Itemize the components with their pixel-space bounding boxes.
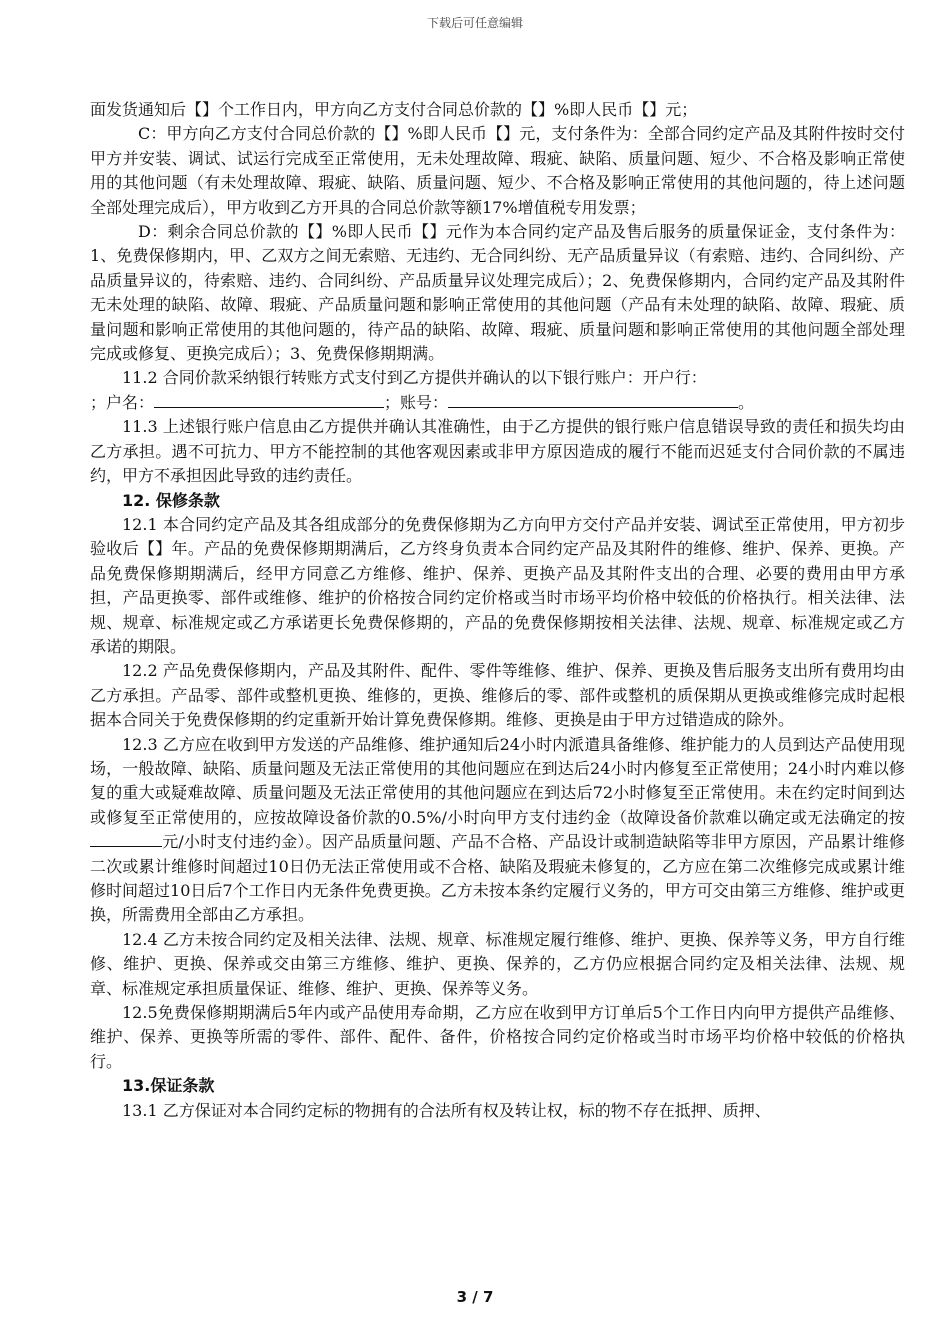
warranty-12-3-part2: 元/小时支付违约金）。因产品质量问题、产品不合格、产品设计或制造缺陷等非甲方原因，产品累计维修二次或累计维修时间超过10日仍无法正常使用或不合格、缺陷及瑕疵未修复的，乙方应在第二次维修完成或累计维修时间超过10日后7个工作日内无条件免费更换。乙方未按本条约定履行义务的，甲方可交由第三方维修、维护或更换，所需费用全部由乙方承担。 [90, 832, 905, 925]
account-number-label: ；账号： [384, 392, 449, 412]
paragraph-bank-account [90, 366, 905, 415]
penalty-rate-blank [90, 830, 162, 847]
paragraph-warranty-12-4: 12.4 乙方未按合同约定及相关法律、法规、规章、标准规定履行维修、维护、更换、保养等义务，甲方自行维修、维护、更换、保养或交由第三方维修、维护、更换、保养的，乙方仍应根据合同约定及相关法律、法规、规章、标准规定承担质量保证、维修、维护、更换、保养等义务。 [90, 929, 905, 998]
paragraph-payment-c: C：甲方向乙方支付合同总价款的【】%即人民币【】元，支付条件为：全部合同约定产品及其附件按时交付甲方并安装、调试、试运行完成至正常使用，无未处理故障、瑕疵、缺陷、质量问题、短少、不合格及影响正常使用的其他问题（有未处理故障、瑕疵、缺陷、质量问题、短少、不合格及影响正常使用的其他问题的，待上述问题全部处理完成后），甲方收到乙方开具的合同总价款等额17%增值税专用发票； [90, 124, 905, 217]
account-number-blank [448, 391, 738, 408]
paragraph-warranty-12-3 [90, 733, 905, 928]
paragraph-warranty-12-2: 12.2 产品免费保修期内，产品及其附件、配件、零件等维修、维护、保养、更换及售后服务支出所有费用均由乙方承担。产品零、部件或整机更换、维修的，更换、维修后的零、部件或整机的质保期从更换或维修完成时起根据本合同关于免费保修期的约定重新开始计算免费保修期。维修、更换是由于甲方过错造成的除外。 [90, 661, 905, 730]
section-heading-guarantee: 13.保证条款 [122, 1076, 215, 1096]
paragraph-payment-b-tail: 面发货通知后【】个工作日内，甲方向乙方支付合同总价款的【】%即人民币【】元； [90, 100, 698, 119]
paragraph-warranty-12-1: 12.1 本合同约定产品及其各组成部分的免费保修期为乙方向甲方交付产品并安装、调试至正常使用，甲方初步验收后【】年。产品的免费保修期期满后，乙方终身负责本合同约定产品及其附件的维修、维护、保养、更换。产品免费保修期期满后，经甲方同意乙方维修、维护、保养、更换产品及其附件支出的合理、必要的费用由甲方承担，产品更换零、部件或维修、维护的价格按合同约定价格或当时市场平均价格中较低的价格执行。相关法律、法规、规章、标准规定或乙方承诺更长免费保修期的，产品的免费保修期按相关法律、法规、规章、标准规定或乙方承诺的期限。 [90, 514, 905, 656]
account-name-label: ；户名： [90, 392, 155, 412]
account-name-blank [154, 391, 384, 408]
page-number: 3 / 7 [456, 1288, 494, 1306]
bank-account-end: 。 [738, 392, 755, 412]
bank-account-intro: 11.2 合同价款采纳银行转账方式支付到乙方提供并确认的以下银行账户：开户行： [122, 368, 707, 388]
paragraph-warranty-12-5: 12.5免费保修期期满后5年内或产品使用寿命期，乙方应在收到甲方订单后5个工作日内向甲方提供产品维修、维护、保养、更换等所需的零件、部件、配件、备件，价格按合同约定价格或当时市场平均价格中较低的价格执行。 [90, 1003, 905, 1071]
page-header: 下载后可任意编辑 [426, 16, 523, 30]
warranty-12-3-part1: 12.3 乙方应在收到甲方发送的产品维修、维护通知后24小时内派遣具备维修、维护能力的人员到达产品使用现场，一般故障、缺陷、质量问题及无法正常使用的其他问题应在到达后24小时内修复至正常使用；24小时内难以修复的重大或疑难故障、质量问题及无法正常使用的其他问题应在到达后72小时修复至正常使用。未在约定时间到达或修复至正常使用的，应按故障设备价款的0.5%/小时向甲方支付违约金（故障设备价款难以确定或无法确定的按 [90, 734, 905, 827]
paragraph-bank-responsibility: 11.3 上述银行账户信息由乙方提供并确认其准确性，由于乙方提供的银行账户信息错误导致的责任和损失均由乙方承担。遇不可抗力、甲方不能控制的其他客观因素或非甲方原因造成的履行不能而迟延支付合同价款的不属违约，甲方不承担因此导致的违约责任。 [90, 417, 905, 486]
paragraph-payment-d: D：剩余合同总价款的【】%即人民币【】元作为本合同约定产品及售后服务的质量保证金，支付条件为：1、免费保修期内，甲、乙双方之间无索赔、无违约、无合同纠纷、无产品质量异议（有索赔、违约、合同纠纷、产品质量异议的，待索赔、违约、合同纠纷、产品质量异议处理完成后）；2、免费保修期内，合同约定产品及其附件无未处理的缺陷、故障、瑕疵、产品质量问题和影响正常使用的其他问题（产品有未处理的缺陷、故障、瑕疵、质量问题和影响正常使用的其他问题的，待产品的缺陷、故障、瑕疵、质量问题和影响正常使用的其他问题全部处理完成或修复、更换完成后）；3、免费保修期期满。 [90, 222, 905, 364]
section-heading-warranty: 12. 保修条款 [122, 490, 220, 510]
paragraph-guarantee-13-1: 13.1 乙方保证对本合同约定标的物拥有的合法所有权及转让权，标的物不存在抵押、质押、 [122, 1100, 771, 1120]
document-body [90, 98, 905, 1123]
